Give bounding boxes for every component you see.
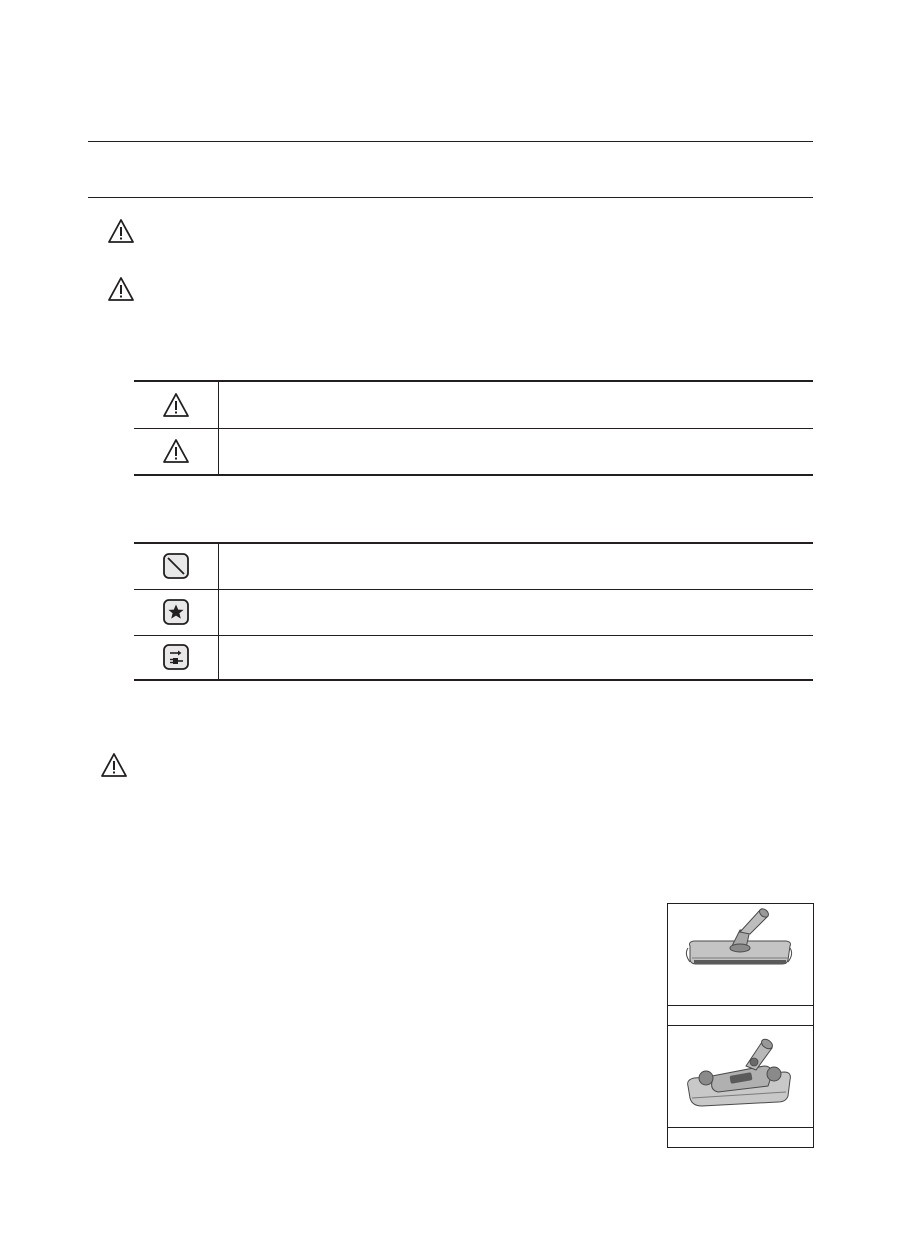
header-text [88, 150, 813, 190]
unplug-icon [162, 643, 190, 671]
header-bottom-rule [88, 197, 813, 198]
warning-triangle-icon [162, 391, 190, 419]
table-cell-text [218, 635, 813, 680]
turbo-brush-caption [668, 1127, 813, 1147]
table-row [134, 589, 813, 635]
warning-symbol-table [134, 380, 813, 476]
floor-brush-figure [667, 903, 814, 1026]
warning-triangle-icon [162, 437, 190, 465]
table-cell-text [218, 381, 813, 428]
table-cell-text [218, 589, 813, 635]
table-row [134, 635, 813, 680]
turbo-brush-figure [667, 1026, 814, 1148]
table-cell-text [218, 428, 813, 475]
warning-triangle-icon [100, 752, 128, 778]
table-cell-text [218, 543, 813, 589]
instruction-symbol-table [134, 542, 813, 681]
warning-triangle-icon [107, 218, 135, 244]
prohibited-icon [162, 552, 190, 580]
turbo-brush-illustration [668, 1026, 812, 1127]
header-top-rule [88, 141, 813, 142]
floor-brush-illustration [668, 904, 812, 1005]
table-row [134, 428, 813, 475]
star-instruction-icon [162, 598, 190, 626]
table-row [134, 543, 813, 589]
floor-brush-caption [668, 1005, 813, 1025]
warning-triangle-icon [107, 276, 135, 302]
table-row [134, 381, 813, 428]
